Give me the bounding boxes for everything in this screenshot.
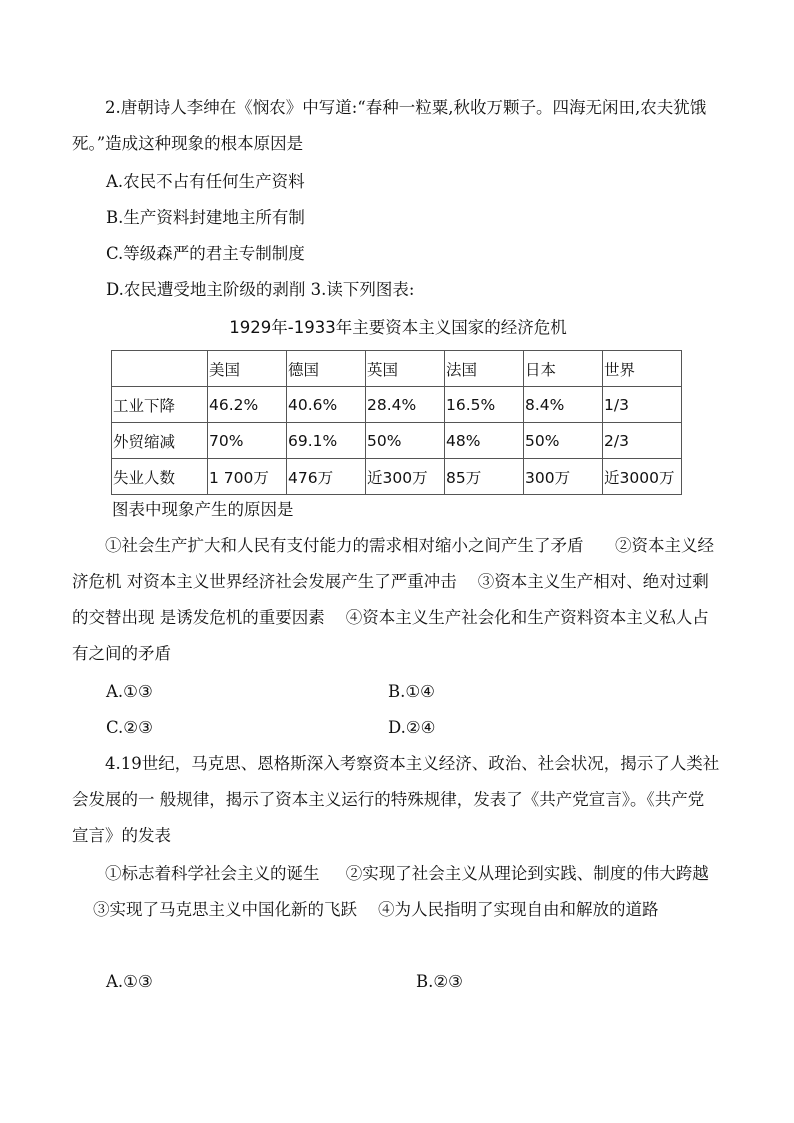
header-japan: 日本: [524, 351, 603, 387]
header-usa: 美国: [208, 351, 287, 387]
q3-statements: [72, 528, 720, 672]
q3-statement-3: ③资本主义生产相对、绝对过剩的交替出现 是诱发危机的重要因素: [72, 572, 709, 627]
q2-stem: 2.唐朝诗人李绅在《悯农》中写道:“春种一粒粟,秋收万颗子。四海无闲田,农夫犹饿死。”造成这种现象的根本原因是: [72, 98, 707, 153]
q4-stem: 4.19世纪，马克思、恩格斯深入考察资本主义经济、政治、社会状况，揭示了人类社会发展的一 般规律，揭示了资本主义运行的特殊规律，发表了《共产党宣言》。《共产党宣言》的发表: [72, 754, 720, 845]
table-cell: 70%: [208, 423, 287, 459]
header-world: 世界: [603, 351, 682, 387]
row-label: 失业人数: [112, 459, 208, 495]
q3-option-d: D.②④: [388, 718, 436, 737]
q4-statement-1: ①标志着科学社会主义的诞生: [105, 864, 320, 883]
table-cell: 2/3: [603, 423, 682, 459]
table-row: [112, 459, 682, 495]
economic-crisis-table: [111, 350, 682, 495]
table-row: [112, 387, 682, 423]
row-label: 外贸缩减: [112, 423, 208, 459]
table-cell: 48%: [445, 423, 524, 459]
table-cell: 近300万: [366, 459, 445, 495]
table-cell: 28.4%: [366, 387, 445, 423]
table-cell: 69.1%: [287, 423, 366, 459]
q4-option-a: A.①③: [106, 972, 153, 991]
table-cell: 1 700万: [208, 459, 287, 495]
header-uk: 英国: [366, 351, 445, 387]
q3-option-a: A.①③: [106, 682, 153, 701]
q2-option-a: A.农民不占有任何生产资料: [106, 172, 305, 191]
q3-option-b: B.①④: [388, 682, 435, 701]
q3-prompt: 图表中现象产生的原因是: [112, 500, 294, 519]
table-header-row: [112, 351, 682, 387]
table-cell: 1/3: [603, 387, 682, 423]
q3-statement-1: ①社会生产扩大和人民有支付能力的需求相对缩小之间产生了矛盾: [105, 536, 584, 555]
header-germany: 德国: [287, 351, 366, 387]
table-title: 1929年-1933年主要资本主义国家的经济危机: [229, 318, 567, 337]
header-france: 法国: [445, 351, 524, 387]
q4-statements: [72, 856, 720, 928]
q4-statement-2: ②实现了社会主义从理论到实践、制度的伟大跨越: [345, 864, 709, 883]
q2-option-b: B.生产资料封建地主所有制: [106, 208, 305, 227]
q2-option-d: D.农民遭受地主阶级的剥削 3.读下列图表:: [106, 280, 415, 299]
table-row: [112, 423, 682, 459]
q4-option-b: B.②③: [416, 972, 463, 991]
q3-statement-2: ②资本主义经济危机 对资本主义世界经济社会发展产生了严重冲击: [72, 536, 714, 591]
table-cell: 46.2%: [208, 387, 287, 423]
table-cell: 近3000万: [603, 459, 682, 495]
table-cell: 476万: [287, 459, 366, 495]
q3-option-c: C.②③: [106, 718, 153, 737]
q4-statement-3: ③实现了马克思主义中国化新的飞跃: [92, 900, 357, 919]
table-corner-cell: [112, 351, 208, 387]
q2-option-c: C.等级森严的君主专制制度: [106, 244, 305, 263]
row-label: 工业下降: [112, 387, 208, 423]
table-cell: 50%: [524, 423, 603, 459]
table-cell: 50%: [366, 423, 445, 459]
q3-statement-4: ④资本主义生产社会化和生产资料资本主义私人占有之间的矛盾: [72, 608, 709, 663]
table-cell: 40.6%: [287, 387, 366, 423]
table-cell: 85万: [445, 459, 524, 495]
table-cell: 8.4%: [524, 387, 603, 423]
q4-statement-4: ④为人民指明了实现自由和解放的道路: [377, 900, 659, 919]
table-cell: 300万: [524, 459, 603, 495]
table-cell: 16.5%: [445, 387, 524, 423]
